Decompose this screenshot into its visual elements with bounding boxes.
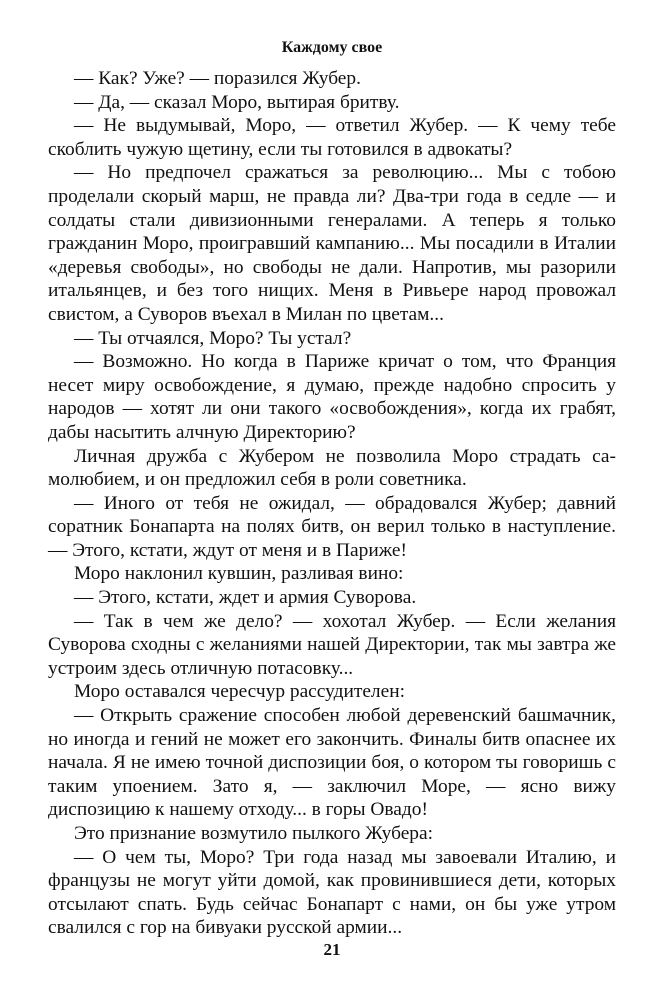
- paragraph: Личная дружба с Жубером не позволила Моро страдать самолюбием, и он предложил себя в роли советника.: [48, 445, 616, 491]
- running-title: Каждому свое: [281, 39, 383, 56]
- paragraph: — Ты отчаялся, Моро? Ты устал?: [74, 327, 352, 349]
- paragraph: — Этого, кстати, ждет и армия Суворова.: [74, 587, 417, 609]
- book-page: [48, 0, 616, 1000]
- paragraph: — Так в чем же дело? — хохотал Жубер. — Если желания Суворова сходны с желаниями нашей Директории, так мы завтра же устроим здесь отличную потасовку...: [48, 610, 616, 679]
- paragraph: Моро оставался чересчур рассудителен:: [74, 681, 405, 703]
- paragraph: Моро наклонил кувшин, разливая вино:: [74, 563, 404, 585]
- paragraph: Это признание возмутило пылкого Жубера:: [74, 823, 433, 844]
- paragraph: — Не выдумывай, Моро, — ответил Жубер. — К чему тебе скоблить чужую щетину, если ты готовился в адвокаты?: [48, 115, 616, 160]
- paragraph: — Как? Уже? — поразился Жубер.: [74, 68, 361, 89]
- paragraph: — Возможно. Но когда в Париже кричат о том, что Франция несет миру освобождение, я думаю, прежде надобно спросить у народов — хотят ли они такого «освобождения», когда их грабят, дабы насытить алчную Директорию?: [48, 351, 616, 443]
- paragraph: — Да, — сказал Моро, вытирая бритву.: [74, 91, 400, 113]
- page-number: 21: [323, 940, 341, 959]
- paragraph: — Открыть сражение способен любой деревенский башмачник, но иногда и гений не может его закончить. Финалы битв опаснее их начала. Я не имею точной диспозиции боя, о котором ты говоришь с таким упоением. Зато я, — заключил Море, — ясно вижу диспозицию к нашему отходу... в горы Овадо!: [48, 705, 616, 821]
- body-text: [48, 67, 616, 940]
- paragraph: — О чем ты, Моро? Три года назад мы завоевали Италию, и французы не могут уйти домой, как провинившиеся дети, которых отсылают спать. Будь сейчас Бонапарт с нами, он бы уже утром свалился с гор на бивуаки русской армии...: [48, 846, 616, 939]
- paragraph: — Но предпочел сражаться за революцию... Мы с тобою проделали скорый марш, не правда ли? Два-три года в седле — и солдаты стали дивизионными генералами. А теперь я только гражданин Моро, проигравший кампанию... Мы посадили в Италии «деревья свободы», но свободы не дали. Напротив, мы разорили итальянцев, и без того нищих. Меня в Ривьере народ провожал свистом, а Суворов въехал в Милан по цветам...: [48, 162, 616, 325]
- paragraph: — Иного от тебя не ожидал, — обрадовался Жубер; давний соратник Бонапарта на полях битв, он верил только в наступление. — Этого, кстати, ждут от меня и в Париже!: [48, 492, 616, 561]
